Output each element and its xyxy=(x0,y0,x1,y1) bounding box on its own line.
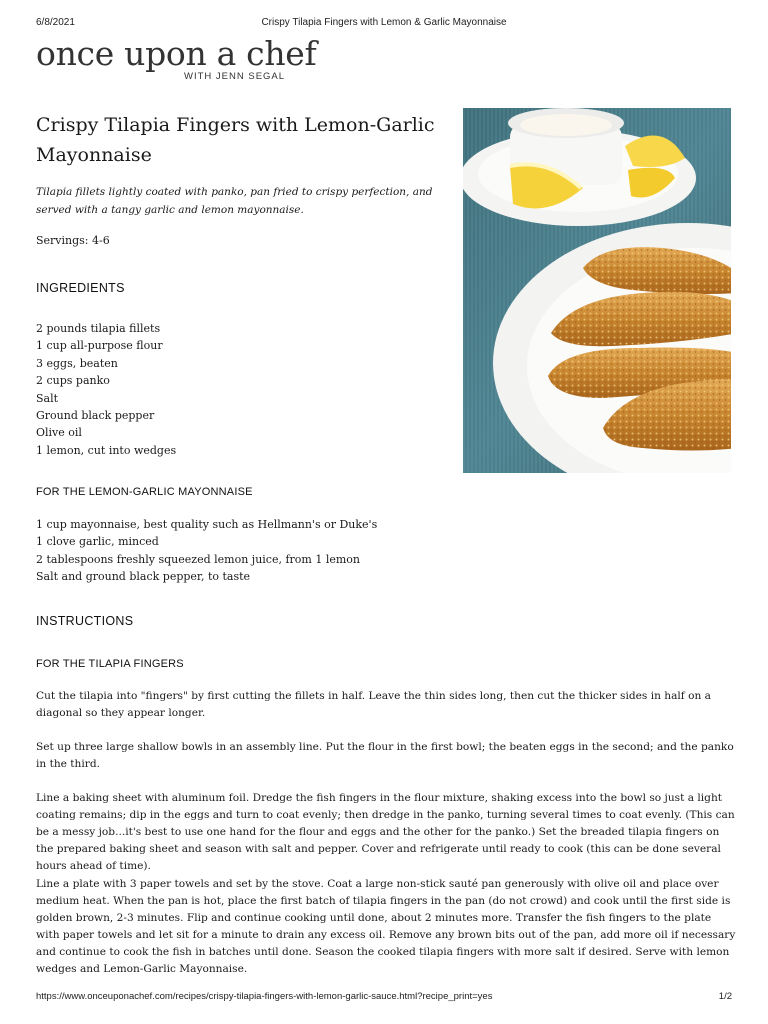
instruction-step: Cut the tilapia into "fingers" by first cutting the fillets in half. Leave the thin sides long, then cut the thicker sides in half on a diagonal so they appear longer. xyxy=(36,690,711,719)
list-item: 2 tablespoons freshly squeezed lemon juice, from 1 lemon xyxy=(36,552,361,566)
instruction-step: Line a baking sheet with aluminum foil. Dredge the fish fingers in the flour mixture, shaking excess into the bowl so just a light coating remains; dip in the eggs and turn to coat evenly; then dredge in the panko, turning several times to coat evenly. (This can be a messy job...it's best to use one hand for the flour and eggs and the other for the panko.) Set the breaded tilapia fingers on the prepared baking sheet and season with salt and pepper. Cover and refrigerate until ready to cook (this can be done several hours ahead of time). xyxy=(36,792,735,872)
list-item: 1 clove garlic, minced xyxy=(36,535,159,549)
mayonnaise-heading: FOR THE LEMON-GARLIC MAYONNAISE xyxy=(36,486,253,498)
list-item: 1 lemon, cut into wedges xyxy=(36,443,177,457)
list-item: 2 cups panko xyxy=(36,374,110,388)
mayonnaise-list xyxy=(36,516,377,586)
page-number: 1/2 xyxy=(718,991,732,1002)
logo-brand: once upon a chef xyxy=(36,34,317,73)
ingredients-heading: INGREDIENTS xyxy=(36,281,125,295)
instructions-heading: INSTRUCTIONS xyxy=(36,614,134,628)
recipe-photo xyxy=(463,108,731,473)
list-item: Salt and ground black pepper, to taste xyxy=(36,570,251,584)
print-header xyxy=(36,17,732,31)
list-item: Salt xyxy=(36,391,59,405)
list-item: 2 pounds tilapia fillets xyxy=(36,322,161,335)
print-date: 6/8/2021 xyxy=(36,17,75,28)
ingredients-list xyxy=(36,320,176,459)
site-logo[interactable] xyxy=(36,36,316,82)
logo-byline: WITH JENN SEGAL xyxy=(184,71,286,82)
print-url: https://www.onceuponachef.com/recipes/crispy-tilapia-fingers-with-lemon-garlic-sauce.html?recipe_print=yes xyxy=(36,991,493,1002)
instruction-step: Set up three large shallow bowls in an assembly line. Put the flour in the first bowl; the beaten eggs in the second; and the panko in the third. xyxy=(36,741,734,770)
recipe-summary: Tilapia fillets lightly coated with panko, pan fried to crispy perfection, and served with a tangy garlic and lemon mayonnaise. xyxy=(36,186,433,216)
tilapia-fingers-image xyxy=(463,108,731,473)
list-item: 1 cup mayonnaise, best quality such as Hellmann's or Duke's xyxy=(36,518,378,531)
tilapia-fingers-heading: FOR THE TILAPIA FINGERS xyxy=(36,658,184,670)
recipe-title: Crispy Tilapia Fingers with Lemon-Garlic Mayonnaise xyxy=(36,114,435,166)
list-item: Olive oil xyxy=(36,426,82,440)
servings-text: Servings: 4-6 xyxy=(36,234,110,247)
list-item: Ground black pepper xyxy=(36,408,155,422)
print-doc-title: Crispy Tilapia Fingers with Lemon & Garlic Mayonnaise xyxy=(261,17,507,28)
print-footer xyxy=(36,991,732,1005)
instruction-step: Line a plate with 3 paper towels and set by the stove. Coat a large non-stick sauté pan generously with olive oil and place over medium heat. When the pan is hot, place the first batch of tilapia fingers in the pan (do not crowd) and cook until the first side is golden brown, 2-3 minutes. Flip and continue cooking until done, about 2 minutes more. Transfer the fish fingers to the plate with paper towels and let sit for a minute to drain any excess oil. Remove any brown bits out of the pan, add more oil if necessary and continue to cook the fish in batches until done. Season the cooked tilapia fingers with more salt if desired. Serve with lemon wedges and Lemon-Garlic Mayonnaise. xyxy=(36,878,736,975)
list-item: 1 cup all-purpose flour xyxy=(36,339,163,353)
list-item: 3 eggs, beaten xyxy=(36,356,118,370)
